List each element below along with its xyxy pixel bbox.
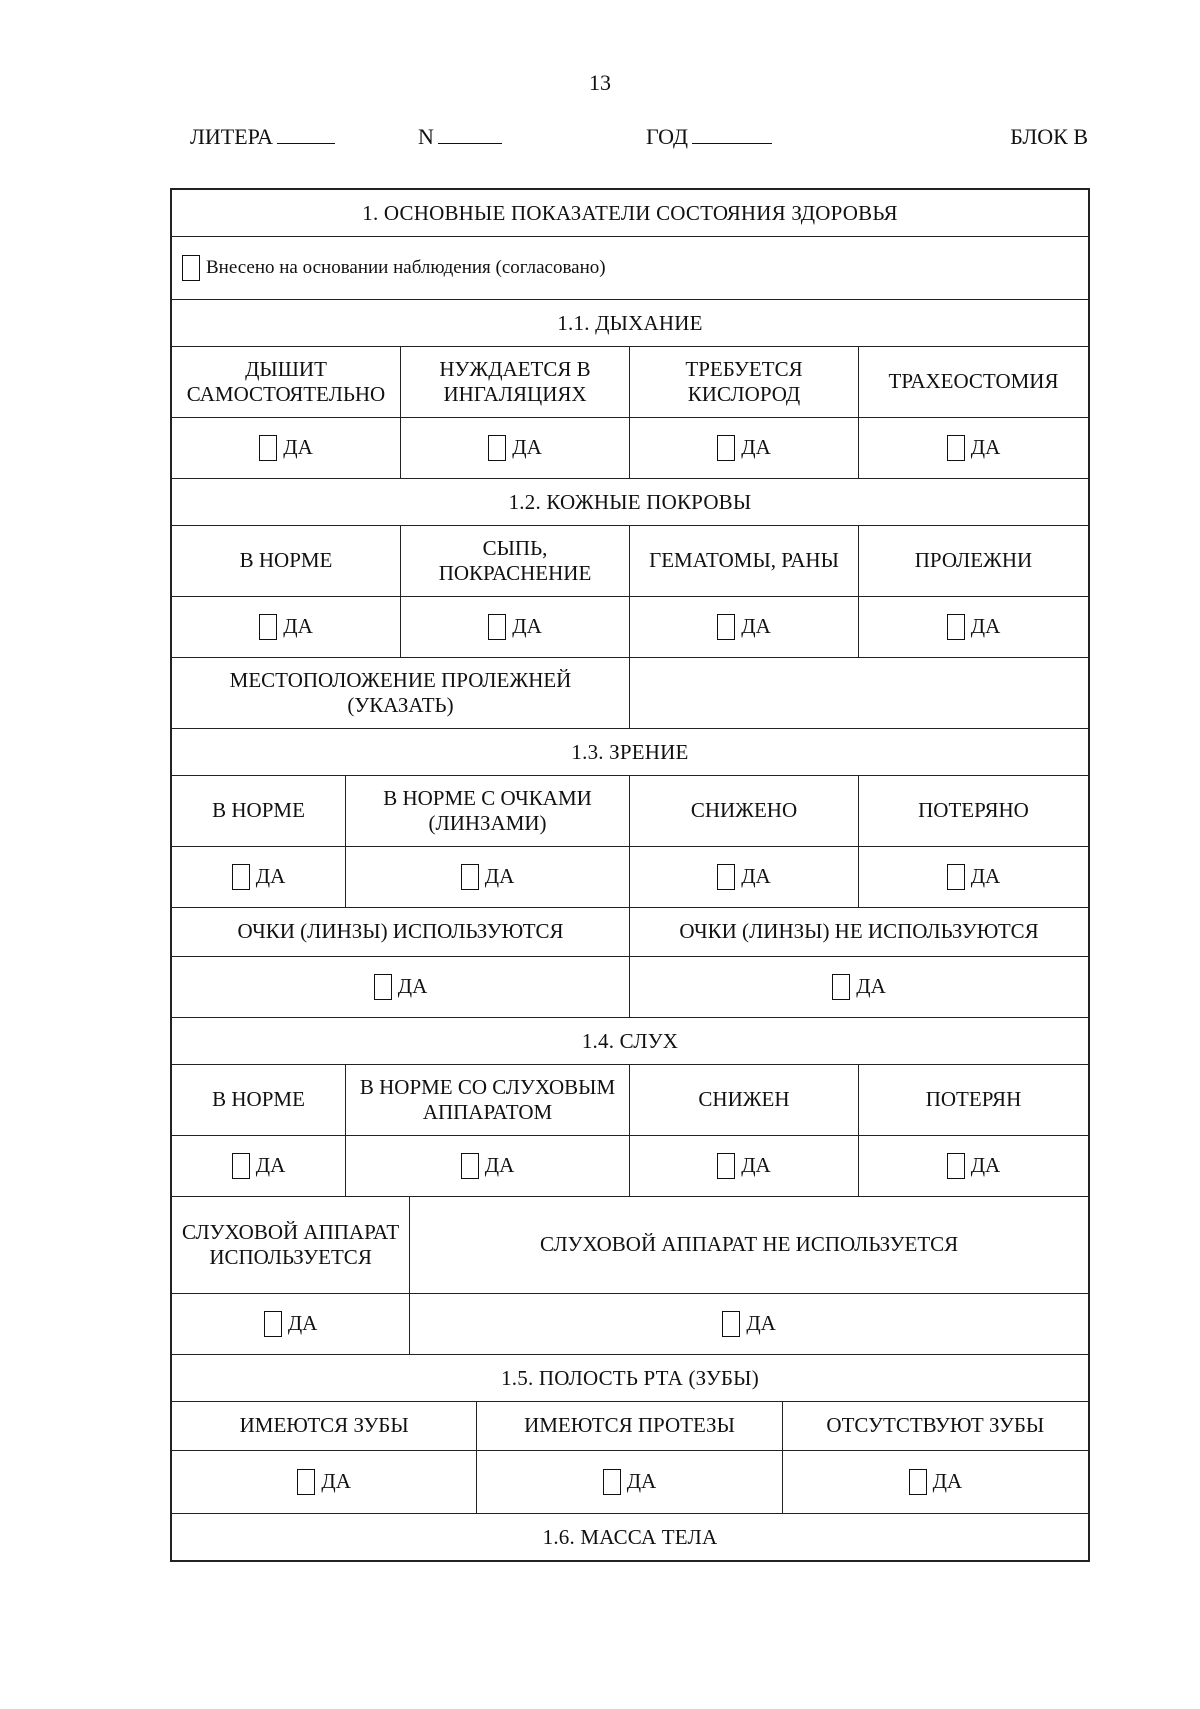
yes-label: ДА [397, 974, 428, 999]
bedsore-location-input[interactable] [630, 658, 1088, 728]
checkbox[interactable] [947, 864, 965, 890]
skin-col-wounds: ГЕМАТОМЫ, РАНЫ [630, 526, 859, 596]
checkbox[interactable] [717, 864, 735, 890]
checkbox[interactable] [717, 435, 735, 461]
section-title: 1. ОСНОВНЫЕ ПОКАЗАТЕЛИ СОСТОЯНИЯ ЗДОРОВЬЯ [172, 190, 1088, 237]
year-blank[interactable] [692, 125, 772, 144]
litera-blank[interactable] [277, 125, 335, 144]
checkbox[interactable] [947, 435, 965, 461]
vision-title: 1.3. ЗРЕНИЕ [172, 729, 1088, 776]
skin-wounds-yes[interactable] [630, 597, 859, 657]
checkbox[interactable] [264, 1311, 282, 1337]
yes-label: ДА [512, 614, 542, 639]
observation-checkbox[interactable] [182, 255, 200, 281]
checkbox[interactable] [461, 1153, 479, 1179]
checkbox[interactable] [717, 1153, 735, 1179]
yes-label: ДА [255, 1153, 286, 1178]
glasses-not-used-yes[interactable] [630, 957, 1088, 1017]
checkbox[interactable] [488, 614, 506, 640]
block-label: БЛОК В [1010, 124, 1088, 149]
mouth-col-teeth: ИМЕЮТСЯ ЗУБЫ [172, 1402, 477, 1450]
hearing-aid-checkbox-row [172, 1294, 1088, 1355]
yes-label: ДА [970, 435, 1001, 460]
year-field[interactable] [646, 124, 772, 150]
checkbox[interactable] [259, 435, 277, 461]
skin-header-row [172, 526, 1088, 597]
yes-label: ДА [746, 1311, 776, 1336]
checkbox[interactable] [488, 435, 506, 461]
yes-label: ДА [255, 864, 286, 889]
hearing-aid-header-row [172, 1197, 1088, 1294]
glasses-used-label: ОЧКИ (ЛИНЗЫ) ИСПОЛЬЗУЮТСЯ [172, 908, 630, 956]
vision-reduced-yes[interactable] [630, 847, 859, 907]
yes-label: ДА [970, 1153, 1001, 1178]
vision-checkbox-row [172, 847, 1088, 908]
breathing-col-independent: ДЫШИТ САМОСТОЯТЕЛЬНО [172, 347, 401, 417]
mouth-checkbox-row [172, 1451, 1088, 1514]
yes-label: ДА [856, 974, 886, 999]
observation-cell [172, 237, 1088, 299]
vision-header-row [172, 776, 1088, 847]
breathing-title: 1.1. ДЫХАНИЕ [172, 300, 1088, 347]
breathing-col-oxygen: ТРЕБУЕТСЯ КИСЛОРОД [630, 347, 859, 417]
hearing-title: 1.4. СЛУХ [172, 1018, 1088, 1065]
yes-label: ДА [932, 1469, 963, 1494]
observation-row [172, 237, 1088, 300]
yes-label: ДА [970, 614, 1001, 639]
skin-bedsores-yes[interactable] [859, 597, 1088, 657]
yes-label: ДА [512, 435, 542, 460]
breathing-inhalation-yes[interactable] [401, 418, 630, 478]
yes-label: ДА [741, 435, 771, 460]
breathing-independent-yes[interactable] [172, 418, 401, 478]
hearing-normal-yes[interactable] [172, 1136, 346, 1196]
yes-label: ДА [283, 614, 313, 639]
breathing-tracheostomy-yes[interactable] [859, 418, 1088, 478]
mouth-title: 1.5. ПОЛОСТЬ РТА (ЗУБЫ) [172, 1355, 1088, 1402]
checkbox[interactable] [461, 864, 479, 890]
bedsore-location-label: МЕСТОПОЛОЖЕНИЕ ПРОЛЕЖНЕЙ (УКАЗАТЬ) [172, 658, 630, 728]
breathing-col-inhalation: НУЖДАЕТСЯ В ИНГАЛЯЦИЯХ [401, 347, 630, 417]
vision-col-normal: В НОРМЕ [172, 776, 346, 846]
hearing-reduced-yes[interactable] [630, 1136, 859, 1196]
checkbox[interactable] [947, 614, 965, 640]
glasses-header-row [172, 908, 1088, 957]
checkbox[interactable] [947, 1153, 965, 1179]
mouth-col-no-teeth: ОТСУТСТВУЮТ ЗУБЫ [826, 1413, 1045, 1438]
number-label: N [418, 124, 434, 149]
page-number: 13 [589, 70, 611, 95]
breathing-oxygen-yes[interactable] [630, 418, 859, 478]
hearing-col-normal: В НОРМЕ [172, 1065, 346, 1135]
bedsore-location-row [172, 658, 1088, 729]
mouth-col-dentures: ИМЕЮТСЯ ПРОТЕЗЫ [477, 1402, 782, 1450]
vision-glasses-yes[interactable] [346, 847, 630, 907]
yes-label: ДА [970, 864, 1001, 889]
observation-note: Внесено на основании наблюдения (согласовано) [206, 256, 606, 278]
mouth-no-teeth-yes[interactable] [783, 1451, 1088, 1513]
hearing-lost-yes[interactable] [859, 1136, 1088, 1196]
breathing-checkbox-row [172, 418, 1088, 479]
checkbox[interactable] [232, 864, 250, 890]
yes-label: ДА [321, 1469, 351, 1494]
yes-label: ДА [626, 1469, 657, 1494]
mouth-dentures-yes[interactable] [477, 1451, 782, 1513]
checkbox[interactable] [259, 614, 277, 640]
yes-label: ДА [283, 435, 313, 460]
hearing-checkbox-row [172, 1136, 1088, 1197]
checkbox[interactable] [232, 1153, 250, 1179]
skin-col-rash: СЫПЬ, ПОКРАСНЕНИЕ [401, 526, 630, 596]
health-form [170, 188, 1090, 1562]
litera-field[interactable] [190, 124, 335, 150]
breathing-header-row [172, 347, 1088, 418]
checkbox[interactable] [297, 1469, 315, 1495]
skin-col-normal: В НОРМЕ [172, 526, 401, 596]
hearing-aid-not-used-yes[interactable] [410, 1294, 1088, 1354]
vision-lost-yes[interactable] [859, 847, 1088, 907]
vision-col-reduced: СНИЖЕНО [630, 776, 859, 846]
mouth-header-row [172, 1402, 1088, 1451]
checkbox[interactable] [603, 1469, 621, 1495]
glasses-used-yes[interactable] [172, 957, 630, 1017]
checkbox[interactable] [374, 974, 392, 1000]
breathing-col-tracheostomy: ТРАХЕОСТОМИЯ [888, 369, 1059, 394]
glasses-checkbox-row [172, 957, 1088, 1018]
vision-col-lost: ПОТЕРЯНО [918, 798, 1029, 823]
glasses-not-used-label: ОЧКИ (ЛИНЗЫ) НЕ ИСПОЛЬЗУЮТСЯ [679, 919, 1039, 944]
year-label: ГОД [646, 124, 688, 149]
yes-label: ДА [484, 1153, 515, 1178]
checkbox[interactable] [909, 1469, 927, 1495]
hearing-aid-yes[interactable] [346, 1136, 630, 1196]
hearing-aid-not-used-label: СЛУХОВОЙ АППАРАТ НЕ ИСПОЛЬЗУЕТСЯ [539, 1232, 959, 1257]
yes-label: ДА [287, 1311, 318, 1336]
skin-checkbox-row [172, 597, 1088, 658]
yes-label: ДА [741, 864, 771, 889]
checkbox[interactable] [722, 1311, 740, 1337]
litera-label: ЛИТЕРА [190, 124, 273, 149]
yes-label: ДА [484, 864, 515, 889]
hearing-header-row [172, 1065, 1088, 1136]
skin-title: 1.2. КОЖНЫЕ ПОКРОВЫ [172, 479, 1088, 526]
mouth-teeth-yes[interactable] [172, 1451, 477, 1513]
yes-label: ДА [741, 1153, 771, 1178]
number-field[interactable] [418, 124, 502, 150]
skin-rash-yes[interactable] [401, 597, 630, 657]
vision-col-glasses: В НОРМЕ С ОЧКАМИ (ЛИНЗАМИ) [346, 776, 630, 846]
skin-normal-yes[interactable] [172, 597, 401, 657]
hearing-col-lost: ПОТЕРЯН [925, 1087, 1022, 1112]
hearing-aid-used-yes[interactable] [172, 1294, 410, 1354]
hearing-col-reduced: СНИЖЕН [630, 1065, 859, 1135]
checkbox[interactable] [717, 614, 735, 640]
skin-col-bedsores: ПРОЛЕЖНИ [914, 548, 1033, 573]
yes-label: ДА [741, 614, 771, 639]
hearing-aid-used-label: СЛУХОВОЙ АППАРАТ ИСПОЛЬЗУЕТСЯ [172, 1197, 410, 1293]
weight-title: 1.6. МАССА ТЕЛА [542, 1524, 718, 1549]
vision-normal-yes[interactable] [172, 847, 346, 907]
checkbox[interactable] [832, 974, 850, 1000]
hearing-col-aid: В НОРМЕ СО СЛУХОВЫМ АППАРАТОМ [346, 1065, 630, 1135]
number-blank[interactable] [438, 125, 502, 144]
